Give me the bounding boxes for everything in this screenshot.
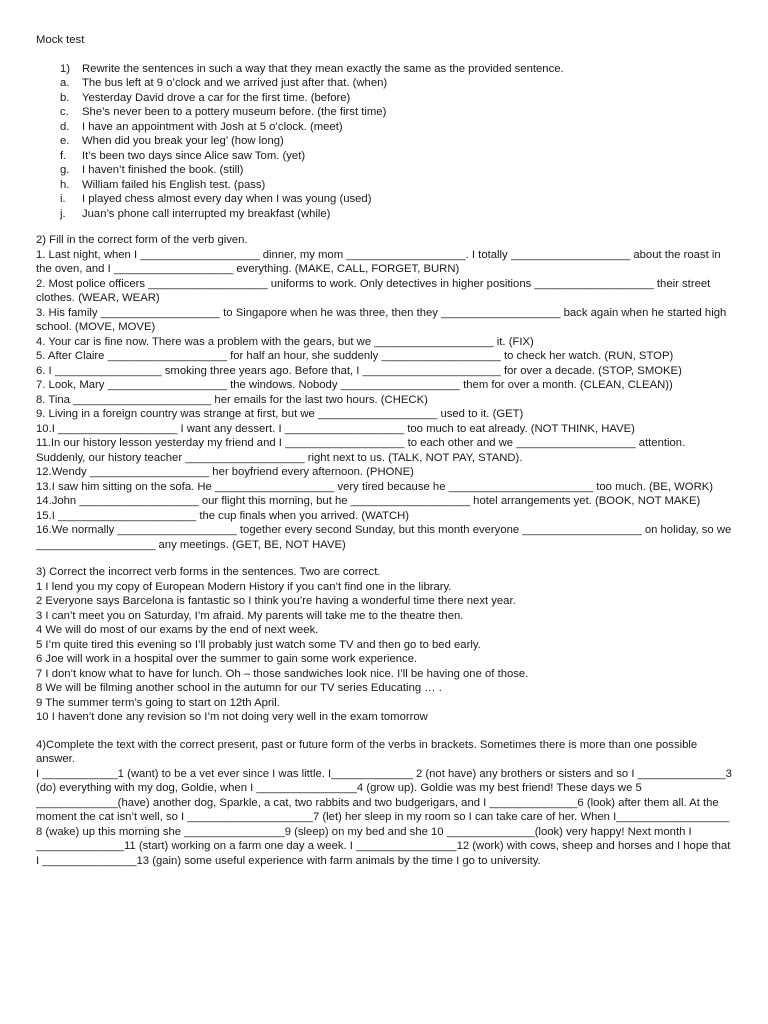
section-1-instruction [36, 62, 732, 77]
list-item-marker: i. [60, 193, 66, 205]
list-item-marker: d. [60, 120, 70, 133]
section-4-heading: 4)Complete the text with the correct present, past or future form of the verbs in brackets. Sometimes there is more than one possible answer. [36, 738, 698, 765]
section-1-marker: 1) [60, 62, 71, 75]
list-item: 7. Look, Mary ___________________ the windows. Nobody ___________________ them for over a month. (CLEAN, CLEAN)) [36, 379, 673, 391]
list-item-marker: c. [60, 106, 69, 118]
list-item [36, 163, 732, 178]
section-4-text: I ____________1 (want) to be a vet ever since I was little. I_____________ 2 (not have) any brothers or sisters and so I ______________3 (do) everything with my dog, Goldie, when I ________________4 (grow up). Goldie was my best friend! These days we 5 _____________(have) another dog, Sparkle, a cat, two rabbits and two budgerigars, and I ______________6 (look) after them all. At the moment the cat isn’t well, so I ____________________7 (let) her sleep in my room so I can take care of her. When I__________________ 8 (wake) up this morning she ________________9 (sleep) on my bed and she 10 ______________(look) very happy! Next month I ______________11 (start) working on a farm one day a week. I ________________12 (work) with cows, sheep and horses and I hope that I _______________13 (gain) some useful experience with farm animals by the time I go to university. [36, 767, 732, 867]
list-item: 5 I’m quite tired this evening so I’ll probably just watch some TV and then go to bed early. [36, 638, 481, 651]
list-item-marker: h. [60, 178, 70, 191]
list-item-text: She’s never been to a pottery museum before. (the first time) [82, 106, 387, 118]
list-item: 2 Everyone says Barcelona is fantastic so I think you’re having a wonderful time there next year. [36, 595, 516, 607]
list-item-marker: f. [60, 149, 67, 162]
list-item: 5. After Claire ___________________ for half an hour, she suddenly ___________________ to check her watch. (RUN, STOP) [36, 350, 674, 362]
list-item: 7 I don’t know what to have for lunch. Oh – those sandwiches look nice. I’ll be having one of those. [36, 667, 529, 680]
list-item: 3. His family ___________________ to Singapore when he was three, then they ___________________ back again when he started high school. (MOVE, MOVE) [36, 306, 727, 333]
list-item [36, 91, 732, 106]
list-item-text: It’s been two days since Alice saw Tom. (yet) [82, 149, 306, 162]
section-4 [36, 738, 732, 869]
list-item [36, 149, 732, 164]
section-2-heading: 2) Fill in the correct form of the verb given. [36, 234, 248, 246]
list-item-text: I haven’t finished the book. (still) [82, 164, 244, 176]
list-item [36, 76, 732, 91]
list-item: 15.I ______________________ the cup finals when you arrived. (WATCH) [36, 509, 410, 522]
section-1-instruction-text: Rewrite the sentences in such a way that they mean exactly the same as the provided sentence. [82, 62, 564, 75]
list-item [36, 134, 732, 149]
section-2-items [36, 248, 732, 553]
list-item: 14.John ___________________ our flight this morning, but he ___________________ hotel arrangements yet. (BOOK, NOT MAKE) [36, 495, 701, 507]
list-item: 8 We will be filming another school in the autumn for our TV series Educating … . [36, 682, 442, 694]
list-item-text: Yesterday David drove a car for the first time. (before) [82, 91, 351, 104]
list-item [36, 192, 732, 207]
list-item: 9 The summer term’s going to start on 12th April. [36, 696, 280, 709]
list-item: 6. I _________________ smoking three years ago. Before that, I ______________________ for over a decade. (STOP, SMOKE) [36, 364, 682, 377]
page-title: Mock test [36, 34, 85, 46]
list-item: 8. Tina ______________________ her emails for the last two hours. (CHECK) [36, 393, 428, 406]
section-1 [36, 62, 732, 222]
list-item: 1. Last night, when I ___________________ dinner, my mom ___________________. I totally ___________________ about the roast in the oven, and I ___________________ everything. (MAKE, CALL, FORGET, BURN) [36, 248, 721, 275]
list-item-text: I have an appointment with Josh at 5 o’clock. (meet) [82, 120, 343, 133]
list-item: 4 We will do most of our exams by the end of next week. [36, 624, 319, 636]
list-item-marker: a. [60, 77, 70, 89]
section-3 [36, 565, 732, 725]
list-item: 9. Living in a foreign country was strange at first, but we ___________________ used to it. (GET) [36, 408, 524, 420]
list-item [36, 207, 732, 222]
list-item-marker: b. [60, 91, 70, 104]
section-1-items [36, 76, 732, 221]
list-item: 11.In our history lesson yesterday my friend and I ___________________ to each other and we ___________________ attention. Suddenly, our history teacher ___________________ right next to us. (TALK, NOT PAY, STAND). [36, 437, 686, 464]
list-item-text: Juan’s phone call interrupted my breakfast (while) [82, 207, 331, 220]
list-item: 16.We normally ___________________ together every second Sunday, but this month everyone ___________________ on holiday, so we ___________________ any meetings. (GET, BE, NOT HAVE) [36, 524, 732, 551]
list-item: 10 I haven’t done any revision so I’m not doing very well in the exam tomorrow [36, 711, 428, 723]
list-item: 6 Joe will work in a hospital over the summer to gain some work experience. [36, 653, 418, 665]
list-item-text: I played chess almost every day when I was young (used) [82, 193, 372, 205]
list-item-text: William failed his English test. (pass) [82, 178, 266, 191]
list-item [36, 178, 732, 193]
list-item [36, 105, 732, 120]
list-item-marker: g. [60, 164, 70, 176]
list-item: 2. Most police officers ___________________ uniforms to work. Only detectives in higher positions ___________________ their street clothes. (WEAR, WEAR) [36, 277, 711, 304]
list-item: 13.I saw him sitting on the sofa. He ___________________ very tired because he _______________________ too much. (BE, WORK) [36, 480, 714, 493]
list-item: 3 I can’t meet you on Saturday, I’m afraid. My parents will take me to the theatre then. [36, 609, 464, 622]
list-item [36, 120, 732, 135]
list-item: 10.I ___________________ I want any dessert. I ___________________ too much to eat already. (NOT THINK, HAVE) [36, 422, 635, 435]
list-item: 4. Your car is fine now. There was a problem with the gears, but we ___________________ it. (FIX) [36, 335, 534, 348]
list-item-marker: j. [60, 207, 66, 220]
section-2 [36, 233, 732, 552]
list-item-text: When did you break your leg’ (how long) [82, 135, 284, 147]
list-item: 12.Wendy ___________________ her boyfriend every afternoon. (PHONE) [36, 466, 414, 478]
list-item-text: The bus left at 9 o’clock and we arrived just after that. (when) [82, 77, 388, 89]
section-3-items [36, 580, 732, 725]
list-item-marker: e. [60, 135, 70, 147]
list-item: 1 I lend you my copy of European Modern History if you can’t find one in the library. [36, 580, 452, 593]
section-3-heading: 3) Correct the incorrect verb forms in the sentences. Two are correct. [36, 566, 381, 578]
